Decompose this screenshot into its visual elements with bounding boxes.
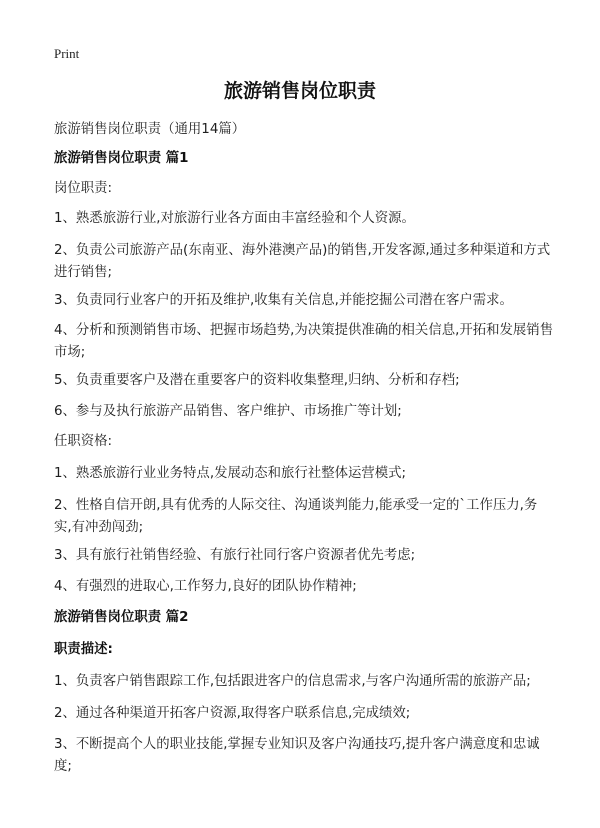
requirements-label: 任职资格: xyxy=(54,434,113,449)
description-item-3: 3、不断提高个人的职业技能,掌握专业知识及客户沟通技巧,提升客户满意度和忠诚度; xyxy=(54,737,540,774)
duty-item-6: 6、参与及执行旅游产品销售、客户维护、市场推广等计划; xyxy=(54,404,402,419)
duty-item-3: 3、负责同行业客户的开拓及维护,收集有关信息,并能挖掘公司潜在客户需求。 xyxy=(54,293,513,308)
duty-item-2: 2、负责公司旅游产品(东南亚、海外港澳产品)的销售,开发客源,通过多种渠道和方式进行销售; xyxy=(54,243,551,280)
requirement-item-3: 3、具有旅行社销售经验、有旅行社同行客户资源者优先考虑; xyxy=(54,548,416,563)
duty-item-5: 5、负责重要客户及潜在重要客户的资料收集整理,归纳、分析和存档; xyxy=(54,373,460,388)
requirement-item-4: 4、有强烈的进取心,工作努力,良好的团队协作精神; xyxy=(54,579,357,594)
duty-item-4: 4、分析和预测销售市场、把握市场趋势,为决策提供准确的相关信息,开拓和发展销售市场; xyxy=(54,323,554,360)
description-item-1: 1、负责客户销售跟踪工作,包括跟进客户的信息需求,与客户沟通所需的旅游产品; xyxy=(54,674,531,689)
section-1-heading: 旅游销售岗位职责 篇1 xyxy=(54,151,189,166)
section-2-heading: 旅游销售岗位职责 篇2 xyxy=(54,610,189,625)
duty-item-1: 1、熟悉旅游行业,对旅游行业各方面由丰富经验和个人资源。 xyxy=(54,211,415,226)
requirement-item-2: 2、性格自信开朗,具有优秀的人际交往、沟通谈判能力,能承受一定的`工作压力,务实,有冲劲闯劲; xyxy=(54,498,538,535)
print-link[interactable]: Print xyxy=(54,46,80,61)
description-label: 职责描述: xyxy=(54,642,113,657)
description-item-2: 2、通过各种渠道开拓客户资源,取得客户联系信息,完成绩效; xyxy=(54,706,411,721)
document-title: 旅游销售岗位职责 xyxy=(223,80,376,102)
document-subtitle: 旅游销售岗位职责（通用14篇） xyxy=(54,122,246,137)
duties-label: 岗位职责: xyxy=(54,181,113,196)
requirement-item-1: 1、熟悉旅游行业业务特点,发展动态和旅行社整体运营模式; xyxy=(54,466,407,481)
